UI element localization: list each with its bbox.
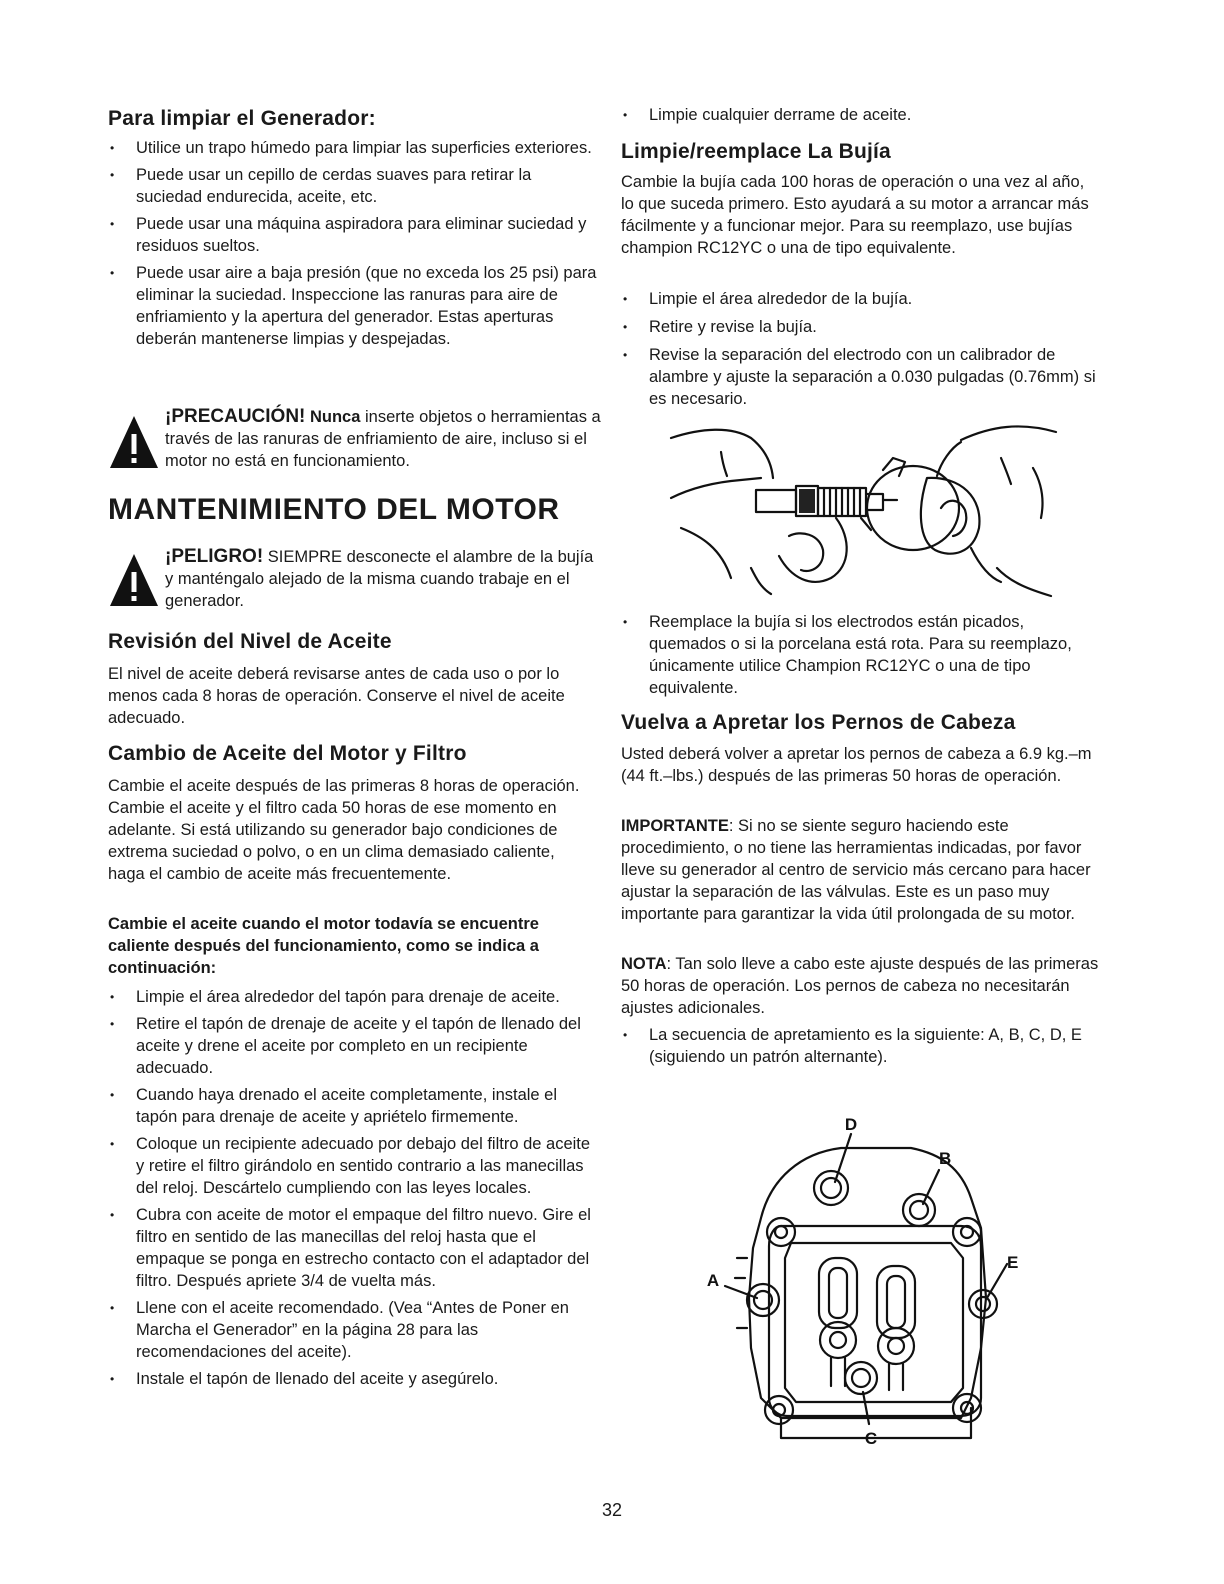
list-item: • Revise la separación del electrodo con un calibrador de alambre y ajuste la separación a 0.030 pulgadas (0.76mm) si es necesario. [621,344,1101,410]
section-title-oil-change: Cambio de Aceite del Motor y Filtro [108,742,467,765]
important-paragraph [621,815,1101,925]
bolt-label-d: D [844,1115,858,1134]
bolts-list [621,1024,1101,1068]
list-item: • Cubra con aceite de motor el empaque del filtro nuevo. Gire el filtro en sentido de las manecillas del reloj hasta que el empaque se ponga en estrecho contacto con el adaptador del filtro. Después apriete 3/4 de vuelta más. [108,1204,600,1292]
oil-change-list [108,986,600,1390]
note-paragraph [621,953,1101,1019]
spark-list [621,288,1101,410]
bolt-label-b: B [939,1149,952,1168]
spark-plug-illustration [661,418,1061,598]
caution-strong: Nunca [309,408,361,426]
cylinder-head-diagram [691,1108,1051,1458]
important-body: : Si no se siente seguro haciendo este procedimiento, o no tiene las herramientas indicadas, por favor lleve su generador al centro de servicio más cercano para hacer ajustar la separación de las válvulas. Este es un paso muy importante para garantizar la vida útil prolongada de su motor. [621,817,1091,923]
note-label: NOTA [621,955,667,973]
oil-change-bold-text: Cambie el aceite cuando el motor todavía se encuentre caliente después del funcionamiento, como se indica a continuación: [108,915,539,977]
clean-list [108,137,600,350]
oil-change-text: Cambie el aceite después de las primeras 8 horas de operación. Cambie el aceite y el filtro cada 50 horas de ese momento en adelante. Si está utilizando su generador bajo condiciones de extrema suciedad o polvo, o en un clima demasiado caliente, haga el cambio de aceite más frecuentemente. [108,777,580,883]
section-title-bolts: Vuelva a Apretar los Pernos de Cabeza [621,711,1016,734]
list-item: • Retire y revise la bujía. [621,316,1101,338]
list-item: • Instale el tapón de llenado del aceite y asegúrelo. [108,1368,600,1390]
list-item: • Puede usar aire a baja presión (que no exceda los 25 psi) para eliminar la suciedad. Inspeccione las ranuras para aire de enfriamiento y la apertura del generador. Estas aperturas deberán mantenerse limpias y despejadas. [108,262,600,350]
oil-level-text: El nivel de aceite deberá revisarse antes de cada uso o por lo menos cada 8 horas de operación. Conserve el nivel de aceite adecuado. [108,665,565,727]
danger-text [165,546,605,612]
list-item: • Retire el tapón de drenaje de aceite y el tapón de llenado del aceite y drene el aceite por completo en un recipiente adecuado. [108,1013,600,1079]
list-item: • Llene con el aceite recomendado. (Vea “Antes de Poner en Marcha el Generador” en la página 28 para las recomendaciones del aceite). [108,1297,600,1363]
caution-box [108,406,600,476]
list-item: • Coloque un recipiente adecuado por debajo del filtro de aceite y retire el filtro girándolo en sentido contrario a las manecillas del reloj. Descártelo cumpliendo con las leyes locales. [108,1133,600,1199]
list-item: • Limpie cualquier derrame de aceite. [621,104,1101,126]
list-item: • Limpie el área alrededor de la bujía. [621,288,1101,310]
bolt-label-c: C [864,1429,878,1448]
caution-body: inserte objetos o herramientas a través de las ranuras de enfriamiento de aire, incluso si el motor no está en funcionamiento. [165,408,601,470]
caution-label: ¡PRECAUCIÓN! [165,406,306,427]
section-title-clean: Para limpiar el Generador: [108,107,376,130]
page-number: 32 [601,1500,623,1520]
engine-title: MANTENIMIENTO DEL MOTOR [108,493,560,526]
important-label: IMPORTANTE [621,817,729,835]
list-item: • Utilice un trapo húmedo para limpiar las superficies exteriores. [108,137,600,159]
list-item: • Reemplace la bujía si los electrodos están picados, quemados o si la porcelana está rota. Para su reemplazo, únicamente utilice Champion RC12YC o una de tipo equivalente. [621,611,1101,699]
section-title-spark: Limpie/reemplace La Bujía [621,140,891,163]
warning-triangle-icon [108,552,160,608]
warning-triangle-icon [108,414,160,470]
section-title-oil-level: Revisión del Nivel de Aceite [108,630,392,653]
caution-text [165,406,605,472]
list-item: • Puede usar un cepillo de cerdas suaves para retirar la suciedad endurecida, aceite, etc. [108,164,600,208]
bolt-label-a: A [706,1271,720,1290]
list-item: • Cuando haya drenado el aceite completamente, instale el tapón para drenaje de aceite y apriételo firmemente. [108,1084,600,1128]
bolt-label-e: E [1007,1253,1019,1272]
danger-box [108,546,600,616]
bolts-text: Usted deberá volver a apretar los pernos de cabeza a 6.9 kg.–m (44 ft.–lbs.) después de las primeras 50 horas de operación. [621,745,1092,785]
danger-label: ¡PELIGRO! [165,546,264,567]
spark-after-list [621,611,1101,699]
note-body: : Tan solo lleve a cabo este ajuste después de las primeras 50 horas de operación. Los pernos de cabeza no necesitarán ajustes adicionales. [621,955,1099,1017]
list-item: • Puede usar una máquina aspiradora para eliminar suciedad y residuos sueltos. [108,213,600,257]
top-list [621,104,1101,126]
spark-text: Cambie la bujía cada 100 horas de operación o una vez al año, lo que suceda primero. Esto ayudará a su motor a arrancar más fácilmente y a funcionar mejor. Para su reemplazo, use bujías champion RC12YC o una de tipo equivalente. [621,173,1089,257]
danger-body: SIEMPRE desconecte el alambre de la bujía y manténgalo alejado de la misma cuando trabaje en el generador. [165,548,594,610]
list-item: • Limpie el área alrededor del tapón para drenaje de aceite. [108,986,600,1008]
list-item: • La secuencia de apretamiento es la siguiente: A, B, C, D, E (siguiendo un patrón alternante). [621,1024,1101,1068]
